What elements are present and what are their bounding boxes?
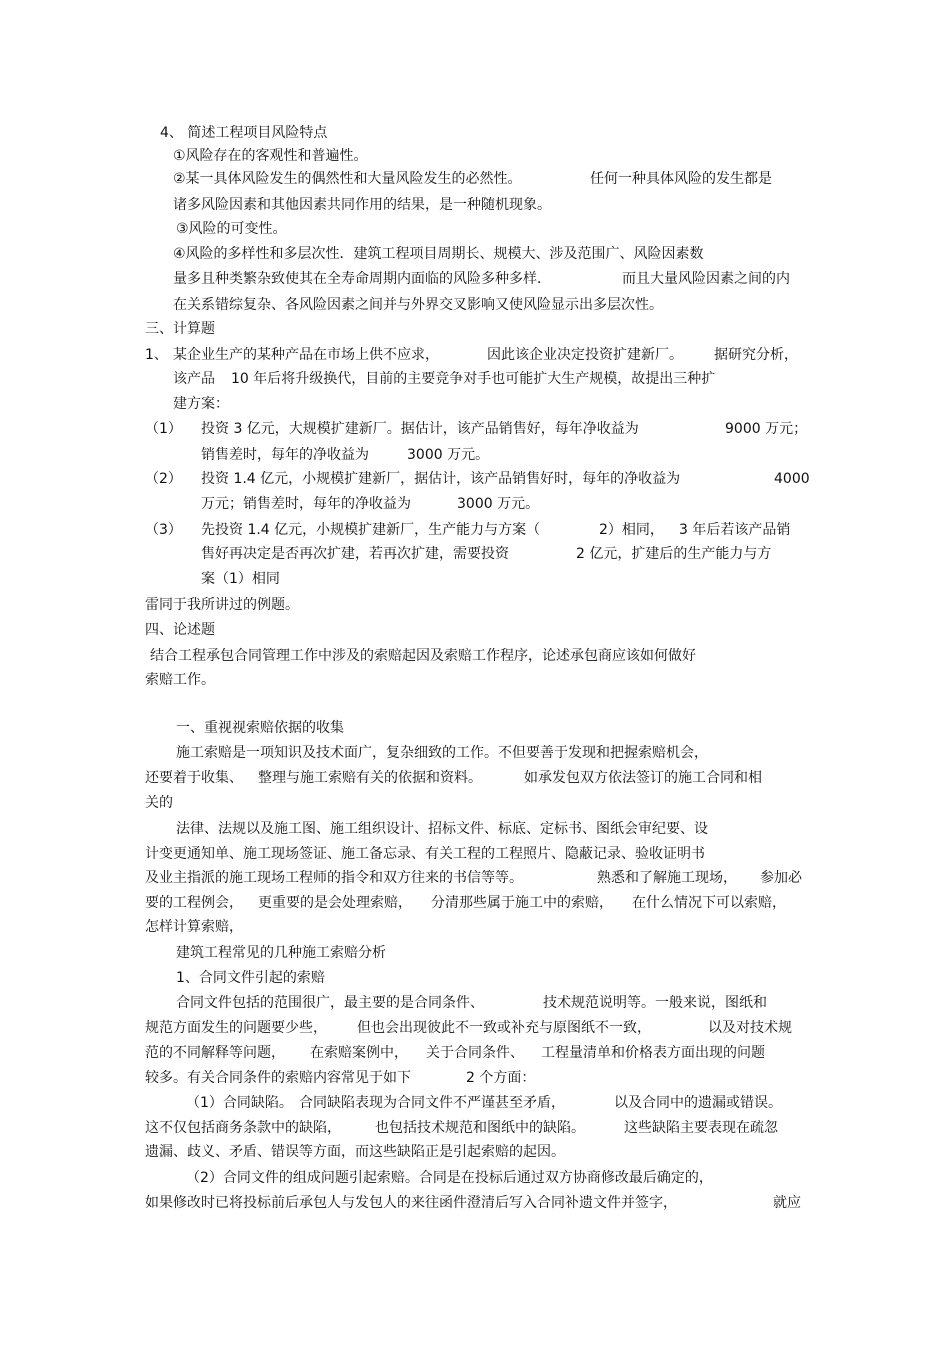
text-segment: 投资 1.4 亿元，小规模扩建新厂，据估计，该产品销售好时，每年的净收益为: [201, 471, 681, 487]
text-segment: 工程量清单和价格表方面出现的问题: [541, 1045, 765, 1061]
text-segment: 3000 万元。: [457, 496, 540, 512]
text-segment: 关的: [145, 795, 173, 811]
text-segment: 合同缺陷表现为合同文件不严谨甚至矛盾，: [299, 1095, 565, 1111]
text-line: [0, 1169, 950, 1187]
text-segment: 先投资 1.4 亿元，小规模扩建新厂，生产能力与方案（: [201, 522, 541, 538]
text-segment: 4、 简述工程项目风险特点: [160, 125, 328, 141]
text-line: [0, 596, 950, 614]
text-segment: 合同文件包括的范围很广，最主要的是合同条件、: [176, 995, 484, 1011]
text-line: [0, 395, 950, 413]
text-segment: 更重要的是会处理索赔，: [258, 895, 412, 911]
text-line: [0, 1119, 950, 1137]
text-line: [0, 621, 950, 639]
text-segment: 量多且种类繁杂致使其在全寿命周期内面临的风险多种多样．: [173, 271, 551, 287]
text-segment: 还要着于收集、: [145, 770, 243, 786]
text-segment: 3 年后若该产品销: [679, 522, 791, 538]
text-segment: 关于合同条件、: [426, 1045, 524, 1061]
text-line: [0, 521, 950, 539]
text-segment: 某企业生产的某种产品在市场上供不应求，: [173, 347, 439, 363]
text-line: [0, 1069, 950, 1087]
text-segment: 但也会出现彼此不一致或补充与原图纸不一致，: [357, 1020, 651, 1036]
text-segment: 1、: [145, 347, 168, 363]
text-line: [0, 671, 950, 689]
text-segment: 建筑工程常见的几种施工索赔分析: [176, 945, 386, 961]
text-segment: 施工索赔是一项知识及技术面广，复杂细致的工作。不但要善于发现和把握索赔机会，: [176, 745, 708, 761]
text-segment: 怎样计算索赔，: [145, 919, 243, 935]
text-segment: 就应: [773, 1195, 801, 1211]
text-segment: 规范方面发生的问题要少些，: [145, 1020, 327, 1036]
text-line: [0, 446, 950, 464]
text-segment: 在什么情况下可以索赔，: [632, 895, 786, 911]
text-segment: 索赔工作。: [145, 672, 215, 688]
text-segment: 四、论述题: [145, 622, 215, 638]
text-segment: 熟悉和了解施工现场，: [597, 870, 737, 886]
text-segment: 投资 3 亿元，大规模扩建新厂。据估计，该产品销售好，每年净收益为: [201, 421, 639, 437]
text-segment: 10 年后将升级换代，目前的主要竞争对手也可能扩大生产规模，故提出三种扩: [231, 371, 716, 387]
text-line: [0, 719, 950, 737]
text-segment: 分清那些属于施工中的索赔，: [431, 895, 613, 911]
text-line: [0, 1194, 950, 1212]
text-segment: ②某一具体风险发生的偶然性和大量风险发生的必然性。: [173, 171, 522, 187]
text-segment: 参加必: [760, 870, 802, 886]
text-line: [0, 918, 950, 936]
text-segment: 整理与施工索赔有关的依据和资料。: [258, 770, 482, 786]
text-line: [0, 296, 950, 314]
text-segment: 计变更通知单、施工现场签证、施工备忘录、有关工程的工程照片、隐蔽记录、验收证明书: [145, 846, 705, 862]
text-segment: 较多。有关合同条件的索赔内容常见于如下: [145, 1070, 411, 1086]
text-segment: 而且大量风险因素之间的内: [622, 271, 790, 287]
text-segment: 及业主指派的施工现场工程师的指令和双方往来的书信等等。: [145, 870, 523, 886]
text-line: [0, 270, 950, 288]
text-segment: 三、计算题: [145, 321, 215, 337]
text-segment: 案（1）相同: [201, 571, 280, 587]
text-segment: ③风险的可变性。: [176, 221, 287, 237]
text-segment: （2）: [145, 471, 182, 487]
text-line: [0, 147, 950, 165]
text-line: [0, 1143, 950, 1161]
text-line: [0, 869, 950, 887]
text-segment: 售好再决定是否再次扩建，若再次扩建，需要投资: [201, 546, 509, 562]
text-segment: 技术规范说明等。一般来说，图纸和: [543, 995, 767, 1011]
text-line: [0, 196, 950, 214]
text-line: [0, 220, 950, 238]
text-line: [0, 994, 950, 1012]
text-segment: 据研究分析，: [714, 347, 798, 363]
text-segment: 如果修改时已将投标前后承包人与发包人的来往函件澄清后写入合同补遗文件并签字，: [145, 1195, 677, 1211]
text-segment: ①风险存在的客观性和普遍性。: [173, 148, 368, 164]
text-segment: 3000 万元。: [407, 447, 490, 463]
text-segment: 一、重视视索赔依据的收集: [176, 720, 344, 736]
text-segment: 该产品: [173, 371, 215, 387]
text-segment: 也包括技术规范和图纸中的缺陷。: [375, 1120, 585, 1136]
text-segment: ④风险的多样性和多层次性．建筑工程项目周期长、规模大、涉及范围广、风险因素数: [173, 246, 704, 262]
text-segment: 雷同于我所讲过的例题。: [145, 597, 299, 613]
text-segment: 建方案：: [173, 396, 229, 412]
text-segment: 以及合同中的遗漏或错误。: [614, 1095, 782, 1111]
text-segment: 1、合同文件引起的索赔: [176, 970, 325, 986]
text-segment: 2）相同，: [599, 522, 664, 538]
text-segment: （2）合同文件的组成问题引起索赔。合同是在投标后通过双方协商修改最后确定的，: [186, 1170, 713, 1186]
text-segment: 2 亿元，扩建后的生产能力与方: [576, 546, 772, 562]
text-segment: 销售差时，每年的净收益为: [201, 447, 369, 463]
text-segment: 任何一种具体风险的发生都是: [590, 171, 772, 187]
text-segment: 要的工程例会，: [145, 895, 243, 911]
text-line: [0, 124, 950, 142]
text-line: [0, 570, 950, 588]
text-segment: 9000 万元；: [725, 421, 808, 437]
text-segment: （1）: [145, 421, 182, 437]
text-line: [0, 845, 950, 863]
text-line: [0, 944, 950, 962]
text-line: [0, 346, 950, 364]
text-line: [0, 420, 950, 438]
text-segment: 在索赔案例中，: [310, 1045, 408, 1061]
text-segment: 诸多风险因素和其他因素共同作用的结果，是一种随机现象。: [173, 197, 551, 213]
text-line: [0, 545, 950, 563]
text-segment: 因此该企业决定投资扩建新厂。: [487, 347, 683, 363]
text-line: [0, 370, 950, 388]
text-line: [0, 820, 950, 838]
text-segment: 以及对技术规: [708, 1020, 792, 1036]
text-line: [0, 894, 950, 912]
text-segment: 2 个方面：: [466, 1070, 536, 1086]
text-segment: 这些缺陷主要表现在疏忽: [624, 1120, 778, 1136]
text-line: [0, 320, 950, 338]
text-line: [0, 1019, 950, 1037]
text-line: [0, 969, 950, 987]
text-line: [0, 794, 950, 812]
text-line: [0, 495, 950, 513]
text-line: [0, 1044, 950, 1062]
text-segment: 范的不同解释等问题，: [145, 1045, 285, 1061]
text-line: [0, 470, 950, 488]
text-line: [0, 170, 950, 188]
text-segment: 法律、法规以及施工图、施工组织设计、招标文件、标底、定标书、图纸会审纪要、设: [176, 821, 708, 837]
text-segment: 结合工程承包合同管理工作中涉及的索赔起因及索赔工作程序，论述承包商应该如何做好: [150, 648, 696, 664]
text-segment: 遗漏、歧义、矛盾、错误等方面，而这些缺陷正是引起索赔的起因。: [145, 1144, 565, 1160]
text-segment: 4000: [774, 471, 810, 487]
text-segment: （3）: [145, 522, 182, 538]
text-line: [0, 769, 950, 787]
text-line: [0, 744, 950, 762]
text-line: [0, 245, 950, 263]
text-segment: 在关系错综复杂、各风险因素之间并与外界交叉影响又使风险显示出多层次性。: [173, 297, 663, 313]
text-segment: 这不仅包括商务条款中的缺陷，: [145, 1120, 341, 1136]
text-segment: 万元；销售差时，每年的净收益为: [201, 496, 411, 512]
text-line: [0, 1094, 950, 1112]
text-segment: （1）合同缺陷。: [186, 1095, 293, 1111]
text-line: [0, 647, 950, 665]
text-segment: 如承发包双方依法签订的施工合同和相: [524, 770, 762, 786]
